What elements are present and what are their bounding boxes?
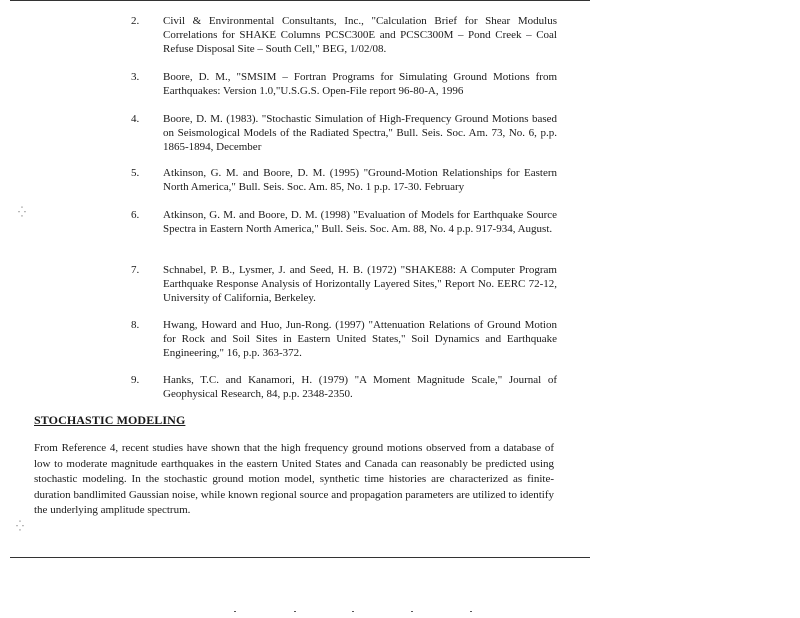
bottom-rule <box>10 557 590 558</box>
scan-speck <box>294 611 296 612</box>
reference-text: Hwang, Howard and Huo, Jun-Rong. (1997) "Attenuation Relations of Ground Motion for Rock and Soil Sites in Eastern United States," Soil Dynamics and Earthquake Engineering," 16, p.p. 363-372. <box>163 319 557 359</box>
hole-punch-mark: ⁛ <box>18 207 26 218</box>
reference-text: Civil & Environmental Consultants, Inc., "Calculation Brief for Shear Modulus Correlations for SHAKE Columns PCSC300E and PCSC300M – Pond Creek – Coal Refuse Disposal Site – South Cell," BEG, 1/02/08. <box>163 15 557 55</box>
reference-text: Atkinson, G. M. and Boore, D. M. (1998) "Evaluation of Models for Earthquake Source Spectra in Eastern North America," Bull. Seis. Soc. Am. 88, No. 4 p.p. 917-934, August. <box>163 209 557 235</box>
scan-speck <box>234 611 236 612</box>
reference-text: Hanks, T.C. and Kanamori, H. (1979) "A Moment Magnitude Scale," Journal of Geophysical Research, 84, p.p. 2348-2350. <box>163 374 557 400</box>
reference-number: 8. <box>131 319 140 331</box>
section-heading: STOCHASTIC MODELING <box>34 413 186 427</box>
top-rule <box>10 0 590 1</box>
reference-text: Atkinson, G. M. and Boore, D. M. (1995) "Ground-Motion Relationships for Eastern North America," Bull. Seis. Soc. Am. 85, No. 1 p.p. 17-30. February <box>163 167 557 193</box>
reference-number: 4. <box>131 113 140 125</box>
body-paragraph: From Reference 4, recent studies have shown that the high frequency ground motions observed from a database of low to moderate magnitude earthquakes in the eastern United States and Canada can reasonably be predicted using stochastic modeling. In the stochastic ground motion model, synthetic time histories are characterized as finite-duration bandlimited Gaussian noise, while known regional source and propagation parameters are utilized to identify the underlying amplitude spectrum. <box>34 442 554 516</box>
reference-text: Boore, D. M. (1983). "Stochastic Simulation of High-Frequency Ground Motions based on Seismological Models of the Radiated Spectra," Bull. Seis. Soc. Am. 73, No. 6, p.p. 1865-1894, December <box>163 113 557 153</box>
reference-text: Schnabel, P. B., Lysmer, J. and Seed, H. B. (1972) "SHAKE88: A Computer Program Earthquake Response Analysis of Horizontally Layered Sites," Report No. EERC 72-12, University of California, Berkeley. <box>163 264 557 304</box>
hole-punch-mark: ⁛ <box>16 521 24 532</box>
reference-number: 3. <box>131 71 140 83</box>
reference-number: 6. <box>131 209 140 221</box>
reference-number: 5. <box>131 167 140 179</box>
reference-text: Boore, D. M., "SMSIM – Fortran Programs for Simulating Ground Motions from Earthquakes: Version 1.0,"U.S.G.S. Open-File report 96-80-A, 1996 <box>163 71 557 97</box>
reference-number: 2. <box>131 15 140 27</box>
reference-number: 7. <box>131 264 140 276</box>
reference-number: 9. <box>131 374 140 386</box>
scan-speck <box>352 611 354 612</box>
scan-speck <box>470 611 472 612</box>
scan-speck <box>411 611 413 612</box>
